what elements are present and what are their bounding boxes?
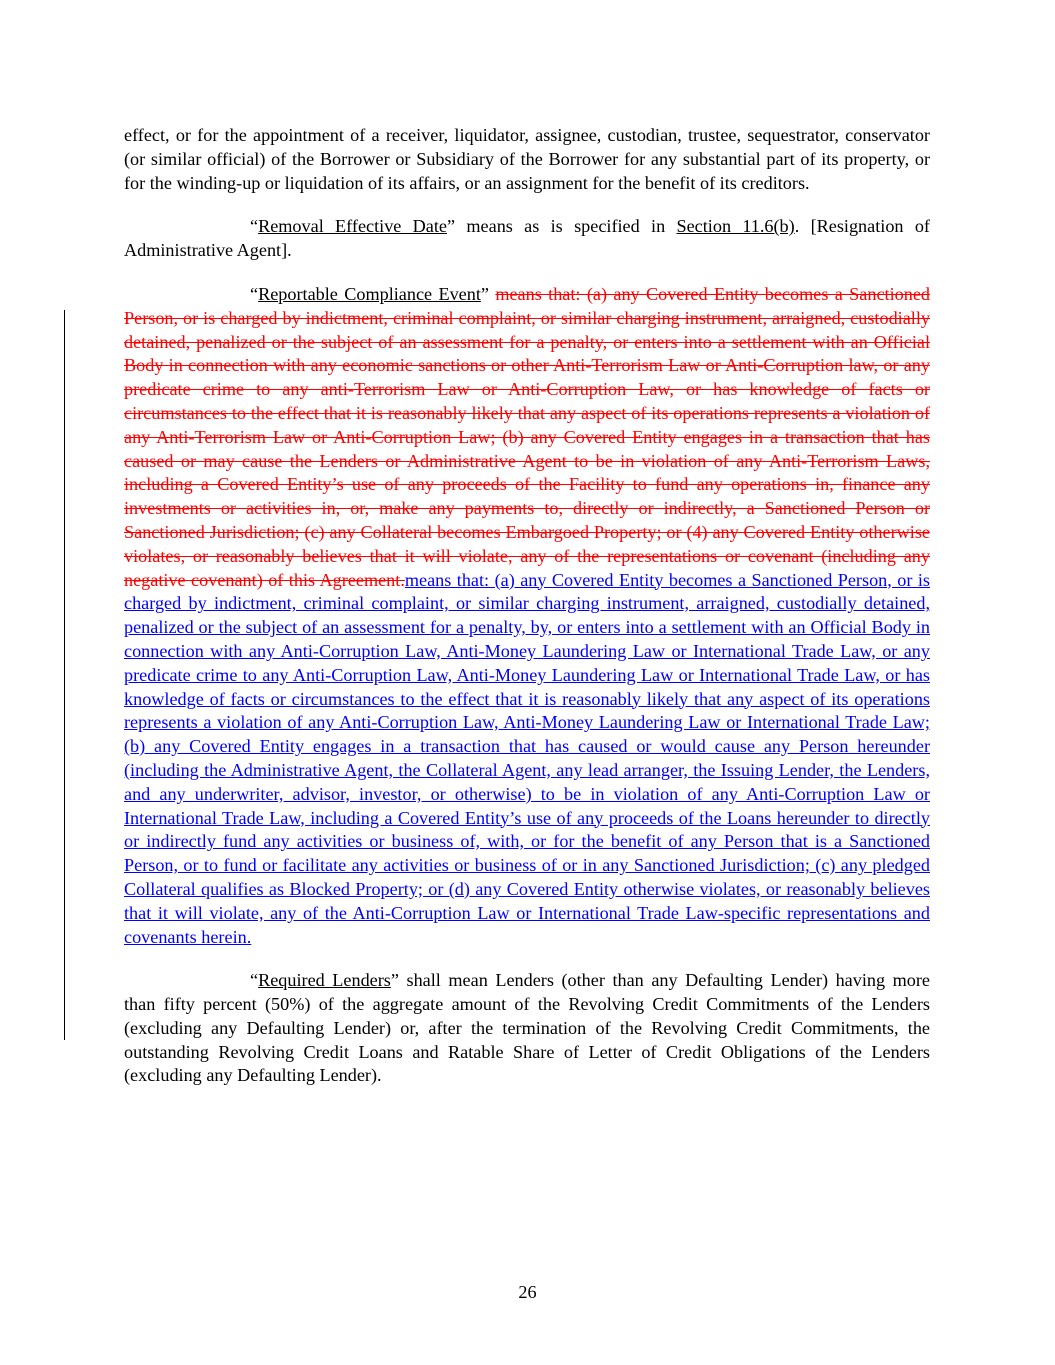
definition-required-lenders (124, 969, 930, 1088)
close-quote: ” (480, 283, 496, 304)
open-quote: “ (250, 216, 259, 237)
section-reference: Section 11.6(b) (676, 216, 795, 237)
definition-text: ” means as is specified in (447, 216, 677, 237)
paragraph-insolvency-continuation (124, 124, 930, 195)
paragraph-text: effect, or for the appointment of a receiver, liquidator, assignee, custodian, trustee, sequestrator, conservator (or similar official) of the Borrower or Subsidiary of the Borrower for any substantial part of its property, or for the winding-up or liquidation of its affairs, or an assignment for the benefit of its creditors. (124, 125, 930, 193)
open-quote: “ (250, 970, 259, 991)
definition-reportable-compliance-event (124, 283, 930, 949)
defined-term: Required Lenders (258, 970, 391, 991)
defined-term: Reportable Compliance Event (258, 283, 481, 304)
definition-text-end: . [Resignation of Administrative Agent]. (124, 216, 930, 261)
definition-text: ” shall mean Lenders (other than any Defaulting Lender) having more than fifty percent (50%) of the aggregate amount of the Revolving Credit Commitments of the Lenders (excluding any Defaulting Lender) or, after the termination of the Revolving Credit Commitments, the outstanding Revolving Credit Loans and Ratable Share of Letter of Credit Obligations of the Lenders (excluding any Defaulting Lender). (124, 970, 930, 1086)
deleted-text: means that: (a) any Covered Entity becomes a Sanctioned Person, or is charged by indictment, criminal complaint, or similar charging instrument, arraigned, custodially detained, penalized or the subject of an assessment for a penalty, or enters into a settlement with an Official Body in connection with any economic sanctions or other Anti-Terrorism Law or Anti-Corruption law, or any predicate crime to any anti-Terrorism Law or Anti-Corruption Law, or has knowledge of facts or circumstances to the effect that it is reasonably likely that any aspect of its operations represents a violation of any Anti-Terrorism Law or Anti-Corruption Law; (b) any Covered Entity engages in a transaction that has caused or may cause the Lenders or Administrative Agent to be in violation of any Anti-Terrorism Laws, including a Covered Entity’s use of any proceeds of the Facility to fund any operations in, finance any investments or activities in, or, make any payments to, directly or indirectly, a Sanctioned Person or Sanctioned Jurisdiction; (c) any Collateral becomes Embargoed Property; or (4) any Covered Entity otherwise violates, or reasonably believes that it will violate, any of the representations or covenant (including any negative covenant) of this Agreement. (124, 283, 930, 590)
open-quote: “ (250, 283, 259, 304)
document-body (124, 124, 930, 1088)
inserted-text: means that: (a) any Covered Entity becomes a Sanctioned Person, or is charged by indictment, criminal complaint, or similar charging instrument, arraigned, custodially detained, penalized or the subject of an assessment for a penalty, by, or enters into a settlement with an Official Body in connection with any Anti-Corruption Law, Anti-Money Laundering Law or International Trade Law, or any predicate crime to any Anti-Corruption Law, Anti-Money Laundering Law or International Trade Law, or has knowledge of facts or circumstances to the effect that it is reasonably likely that any aspect of its operations represents a violation of any Anti-Corruption Law, Anti-Money Laundering Law or International Trade Law; (b) any Covered Entity engages in a transaction that has caused or would cause any Person hereunder (including the Administrative Agent, the Collateral Agent, any lead arranger, the Issuing Lender, the Lenders, and any underwriter, advisor, investor, or otherwise) to be in violation of any Anti-Corruption Law or International Trade Law, including a Covered Entity’s use of any proceeds of the Loans hereunder to directly or indirectly fund any activities or business of, with, or for the benefit of any Person that is a Sanctioned Person, or to fund or facilitate any activities or business of or in any Sanctioned Jurisdiction; (c) any pledged Collateral qualifies as Blocked Property; or (d) any Covered Entity otherwise violates, or reasonably believes that it will violate, any of the Anti-Corruption Law or International Trade Law-specific representations and covenants herein. (124, 569, 930, 947)
defined-term: Removal Effective Date (258, 216, 448, 237)
change-bar (64, 310, 65, 1040)
definition-removal-effective-date (124, 215, 930, 263)
page-number: 26 (518, 1282, 537, 1302)
